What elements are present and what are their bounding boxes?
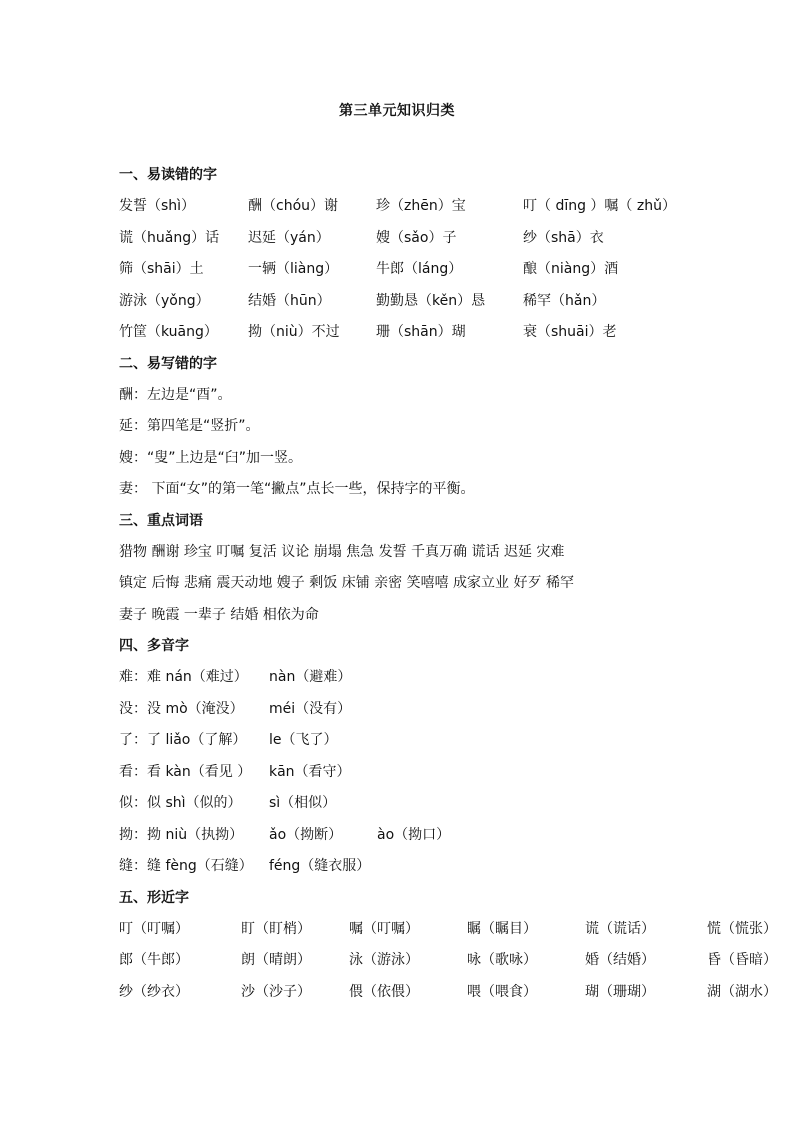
list-item: 瞩（瞩目） [467,920,537,937]
list-item: 珍（zhēn）宝 [376,198,466,214]
list-item: 牛郎（láng） [376,261,463,277]
list-row [119,317,719,349]
list-item: 筛（shāi）土 [119,261,204,277]
list-row [119,725,719,757]
list-item: 嫂（sǎo）子 [376,229,457,246]
list-item: 喂（喂食） [467,983,537,1000]
list-item: 慌（慌张） [707,920,777,937]
list-item: 偎（依偎） [349,983,419,1000]
list-row [119,254,719,286]
list-item: 泳（游泳） [349,952,419,968]
paragraph-line: 酬：左边是“酉”。 [119,386,232,403]
list-row [119,286,719,318]
list-item: 酬（chóu）谢 [248,198,339,214]
list-item: 竹筐（kuāng） [119,324,218,340]
list-item: kān（看守） [269,763,351,780]
list-item: 瑚（珊瑚） [585,983,655,1000]
section-heading-misread: 一、易读错的字 [119,167,217,183]
word-list-line: 镇定 后悔 悲痛 震天动地 嫂子 剩饭 床铺 亲密 笑嘻嘻 成家立业 好歹 稀罕 [119,575,574,591]
list-item: 嘱（叮嘱） [349,920,419,937]
list-row [119,788,719,820]
list-item: 稀罕（hǎn） [523,292,606,309]
list-item: 郎（牛郎） [119,952,189,968]
list-row [119,977,777,1009]
list-item: 衰（shuāi）老 [523,324,617,340]
list-item: 难：难 nán（难过） [119,669,248,685]
list-item: 珊（shān）瑚 [376,324,466,340]
list-item: 发誓（shì） [119,198,196,214]
list-item: 谎（谎话） [585,920,655,937]
list-item: féng（缝衣服） [269,858,371,874]
list-item: nàn（避难） [269,669,352,685]
list-row [119,191,719,223]
list-item: 沙（沙子） [241,983,311,1000]
page-title: 第三单元知识归类 [339,103,455,119]
list-item: 叮（叮嘱） [119,920,189,937]
list-item: ǎo（拗断） [269,826,343,843]
list-row [119,820,719,852]
list-item: 勤勤恳（kěn）恳 [376,292,486,309]
list-item: 结婚（hūn） [248,292,331,309]
paragraph-line: 妻： 下面“女”的第一笔“撇点”点长一些，保持字的平衡。 [119,481,475,497]
list-item: 纱（shā）衣 [523,229,604,246]
list-row [119,757,719,789]
paragraph-line: 延：第四笔是“竖折”。 [119,418,260,434]
list-item: méi（没有） [269,700,352,717]
list-item: 拗（niù）不过 [248,324,340,340]
section-heading-miswritten: 二、易写错的字 [119,355,217,372]
list-item: 看：看 kàn（看见 ） [119,763,252,780]
list-item: 似：似 shì（似的） [119,795,242,811]
list-item: 咏（歌咏） [467,952,537,968]
list-item: sì（相似） [269,795,337,811]
section-heading-key-words: 三、重点词语 [119,512,203,529]
list-item: 纱（纱衣） [119,983,189,1000]
list-item: 游泳（yǒng） [119,292,210,309]
word-list-line: 猎物 酬谢 珍宝 叮嘱 复活 议论 崩塌 焦急 发誓 千真万确 谎话 迟延 灾难 [119,543,565,560]
list-item: 一辆（liàng） [248,261,339,277]
paragraph-line: 嫂：“叟”上边是“臼”加一竖。 [119,449,303,466]
list-item: 缝：缝 fèng（石缝） [119,858,253,874]
list-row [119,223,719,255]
list-item: 朗（晴朗） [241,952,311,968]
list-item: le（飞了） [269,732,338,748]
list-item: 湖（湖水） [707,983,777,1000]
similar-chars-list [119,914,777,1009]
list-item: 谎（huǎng）话 [119,229,220,246]
polyphone-list [119,662,719,883]
list-item: ào（拗口） [377,826,451,843]
misread-chars-list [119,191,719,349]
list-row [119,662,719,694]
document-body [119,160,777,1008]
list-row [119,914,777,946]
word-list-line: 妻子 晚霞 一辈子 结婚 相依为命 [119,606,319,623]
list-item: 昏（昏暗） [707,952,777,968]
section-heading-similar-chars: 五、形近字 [119,889,189,906]
list-row [119,945,777,977]
list-item: 叮（ dīng ）嘱（ zhǔ） [523,198,676,214]
list-row [119,851,719,883]
list-item: 婚（结婚） [585,952,655,968]
list-item: 没：没 mò（淹没） [119,700,244,717]
list-row [119,694,719,726]
list-item: 了：了 liǎo（了解） [119,732,247,748]
list-item: 酿（niàng）酒 [523,261,619,277]
list-item: 迟延（yán） [248,229,330,246]
list-item: 拗：拗 niù（执拗） [119,826,244,843]
list-item: 盯（盯梢） [241,920,311,937]
section-heading-polyphones: 四、多音字 [119,638,189,654]
